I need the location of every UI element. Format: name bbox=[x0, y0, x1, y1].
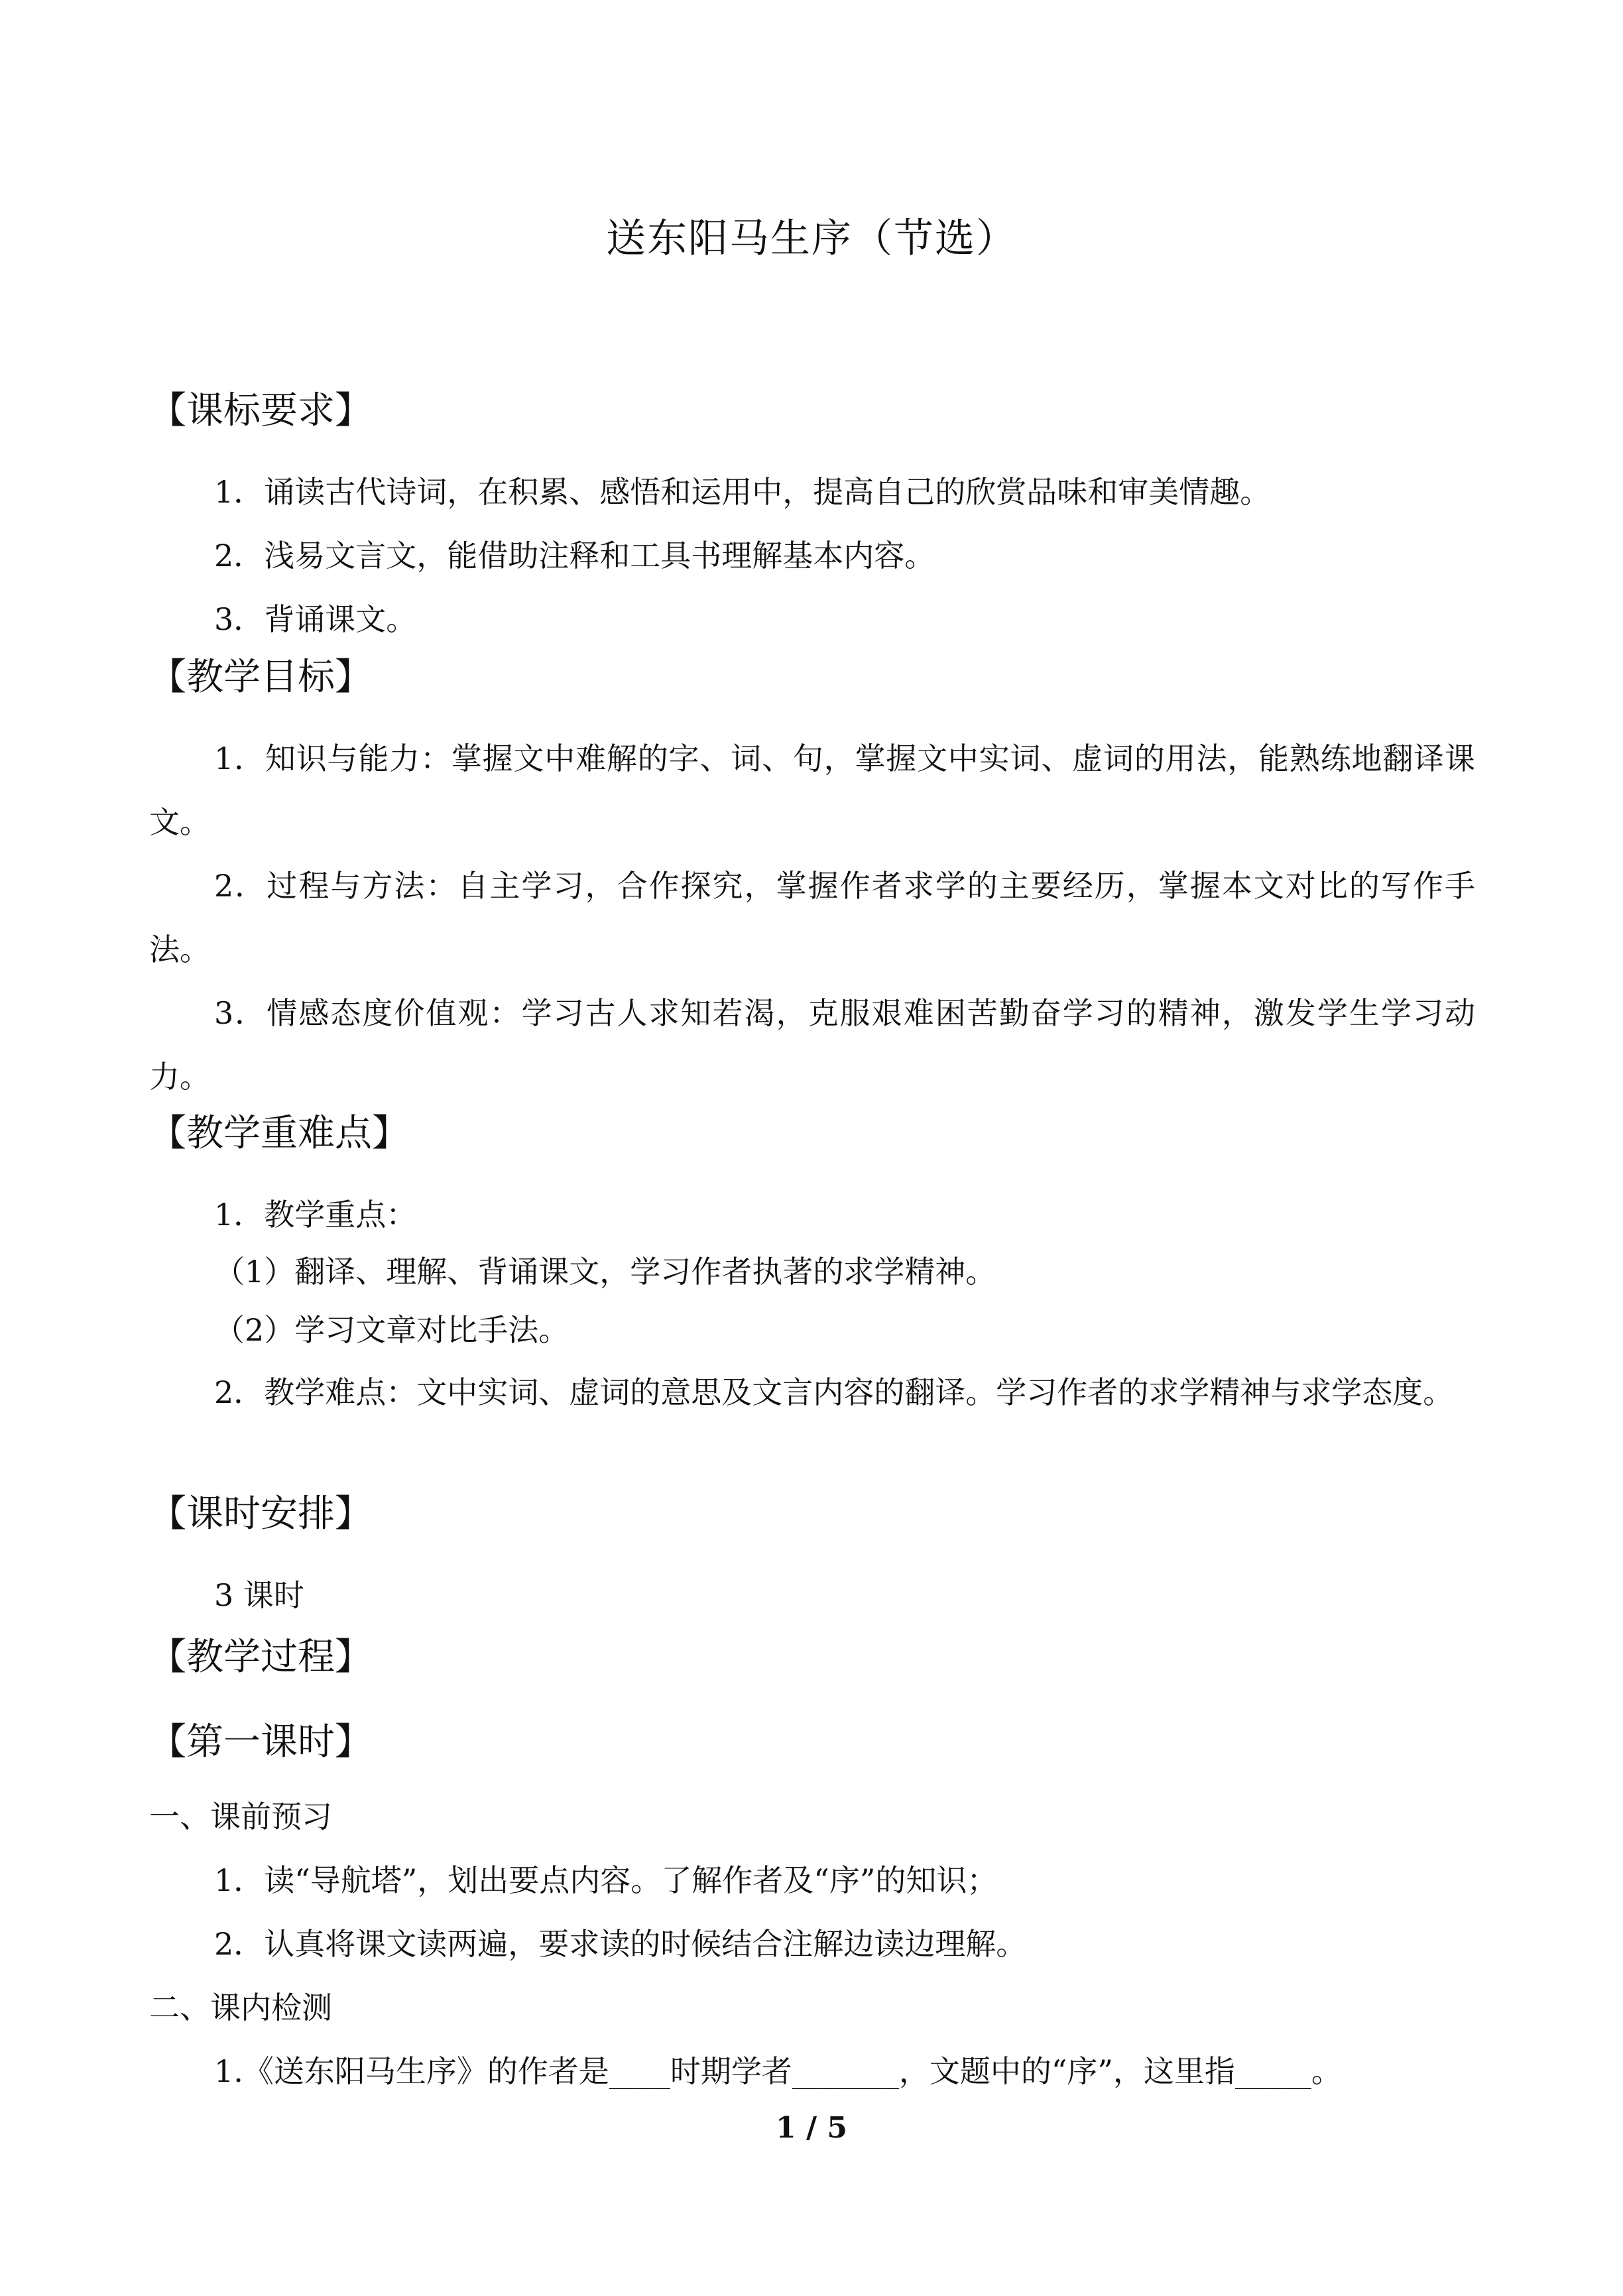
heading-first-lesson: 【第一课时】 bbox=[149, 1721, 372, 1764]
standards-item-3: 3．背诵课文。 bbox=[214, 601, 417, 637]
key-points-sub-1: （1）翻译、理解、背诵课文，学习作者执著的求学精神。 bbox=[214, 1254, 996, 1290]
goals-item-2: 2．过程与方法：自主学习，合作探究，掌握作者求学的主要经历，掌握本文对比的写作手法。 bbox=[149, 868, 1475, 967]
standards-item-1: 1．诵读古代诗词，在积累、感悟和运用中，提高自己的欣赏品味和审美情趣。 bbox=[214, 474, 1271, 510]
heading-standards: 【课标要求】 bbox=[149, 389, 372, 432]
heading-goals: 【教学目标】 bbox=[149, 656, 372, 699]
check-heading: 二、课内检测 bbox=[149, 1990, 332, 2025]
heading-schedule: 【课时安排】 bbox=[149, 1492, 372, 1536]
preview-item-2: 2．认真将课文读两遍，要求读的时候结合注解边读边理解。 bbox=[214, 1926, 1027, 1962]
standards-item-2: 2．浅易文言文，能借助注释和工具书理解基本内容。 bbox=[214, 538, 935, 574]
goals-item-3: 3．情感态度价值观：学习古人求知若渴，克服艰难困苦勤奋学习的精神，激发学生学习动力。 bbox=[149, 995, 1475, 1095]
check-item-1: 1.《送东阳马生序》的作者是____时期学者_______，文题中的“序”，这里指_____。 bbox=[214, 2053, 1342, 2089]
heading-process: 【教学过程】 bbox=[149, 1636, 372, 1679]
schedule-text: 3 课时 bbox=[214, 1577, 304, 1613]
page-indicator: 1 / 5 bbox=[776, 2111, 847, 2145]
preview-heading: 一、课前预习 bbox=[149, 1799, 332, 1835]
goals-item-1: 1．知识与能力：掌握文中难解的字、词、句，掌握文中实词、虚词的用法，能熟练地翻译课文。 bbox=[149, 741, 1475, 840]
heading-key-points: 【教学重难点】 bbox=[149, 1112, 409, 1155]
key-points-item-2: 2．教学难点：文中实词、虚词的意思及文言内容的翻译。学习作者的求学精神与求学态度。 bbox=[214, 1374, 1454, 1410]
key-points-item-1: 1．教学重点： bbox=[214, 1197, 417, 1233]
preview-item-1: 1．读“导航塔”，划出要点内容。了解作者及“序”的知识； bbox=[214, 1862, 998, 1898]
key-points-sub-2: （2）学习文章对比手法。 bbox=[214, 1312, 570, 1348]
page-title: 送东阳马生序（节选） bbox=[606, 215, 1017, 262]
